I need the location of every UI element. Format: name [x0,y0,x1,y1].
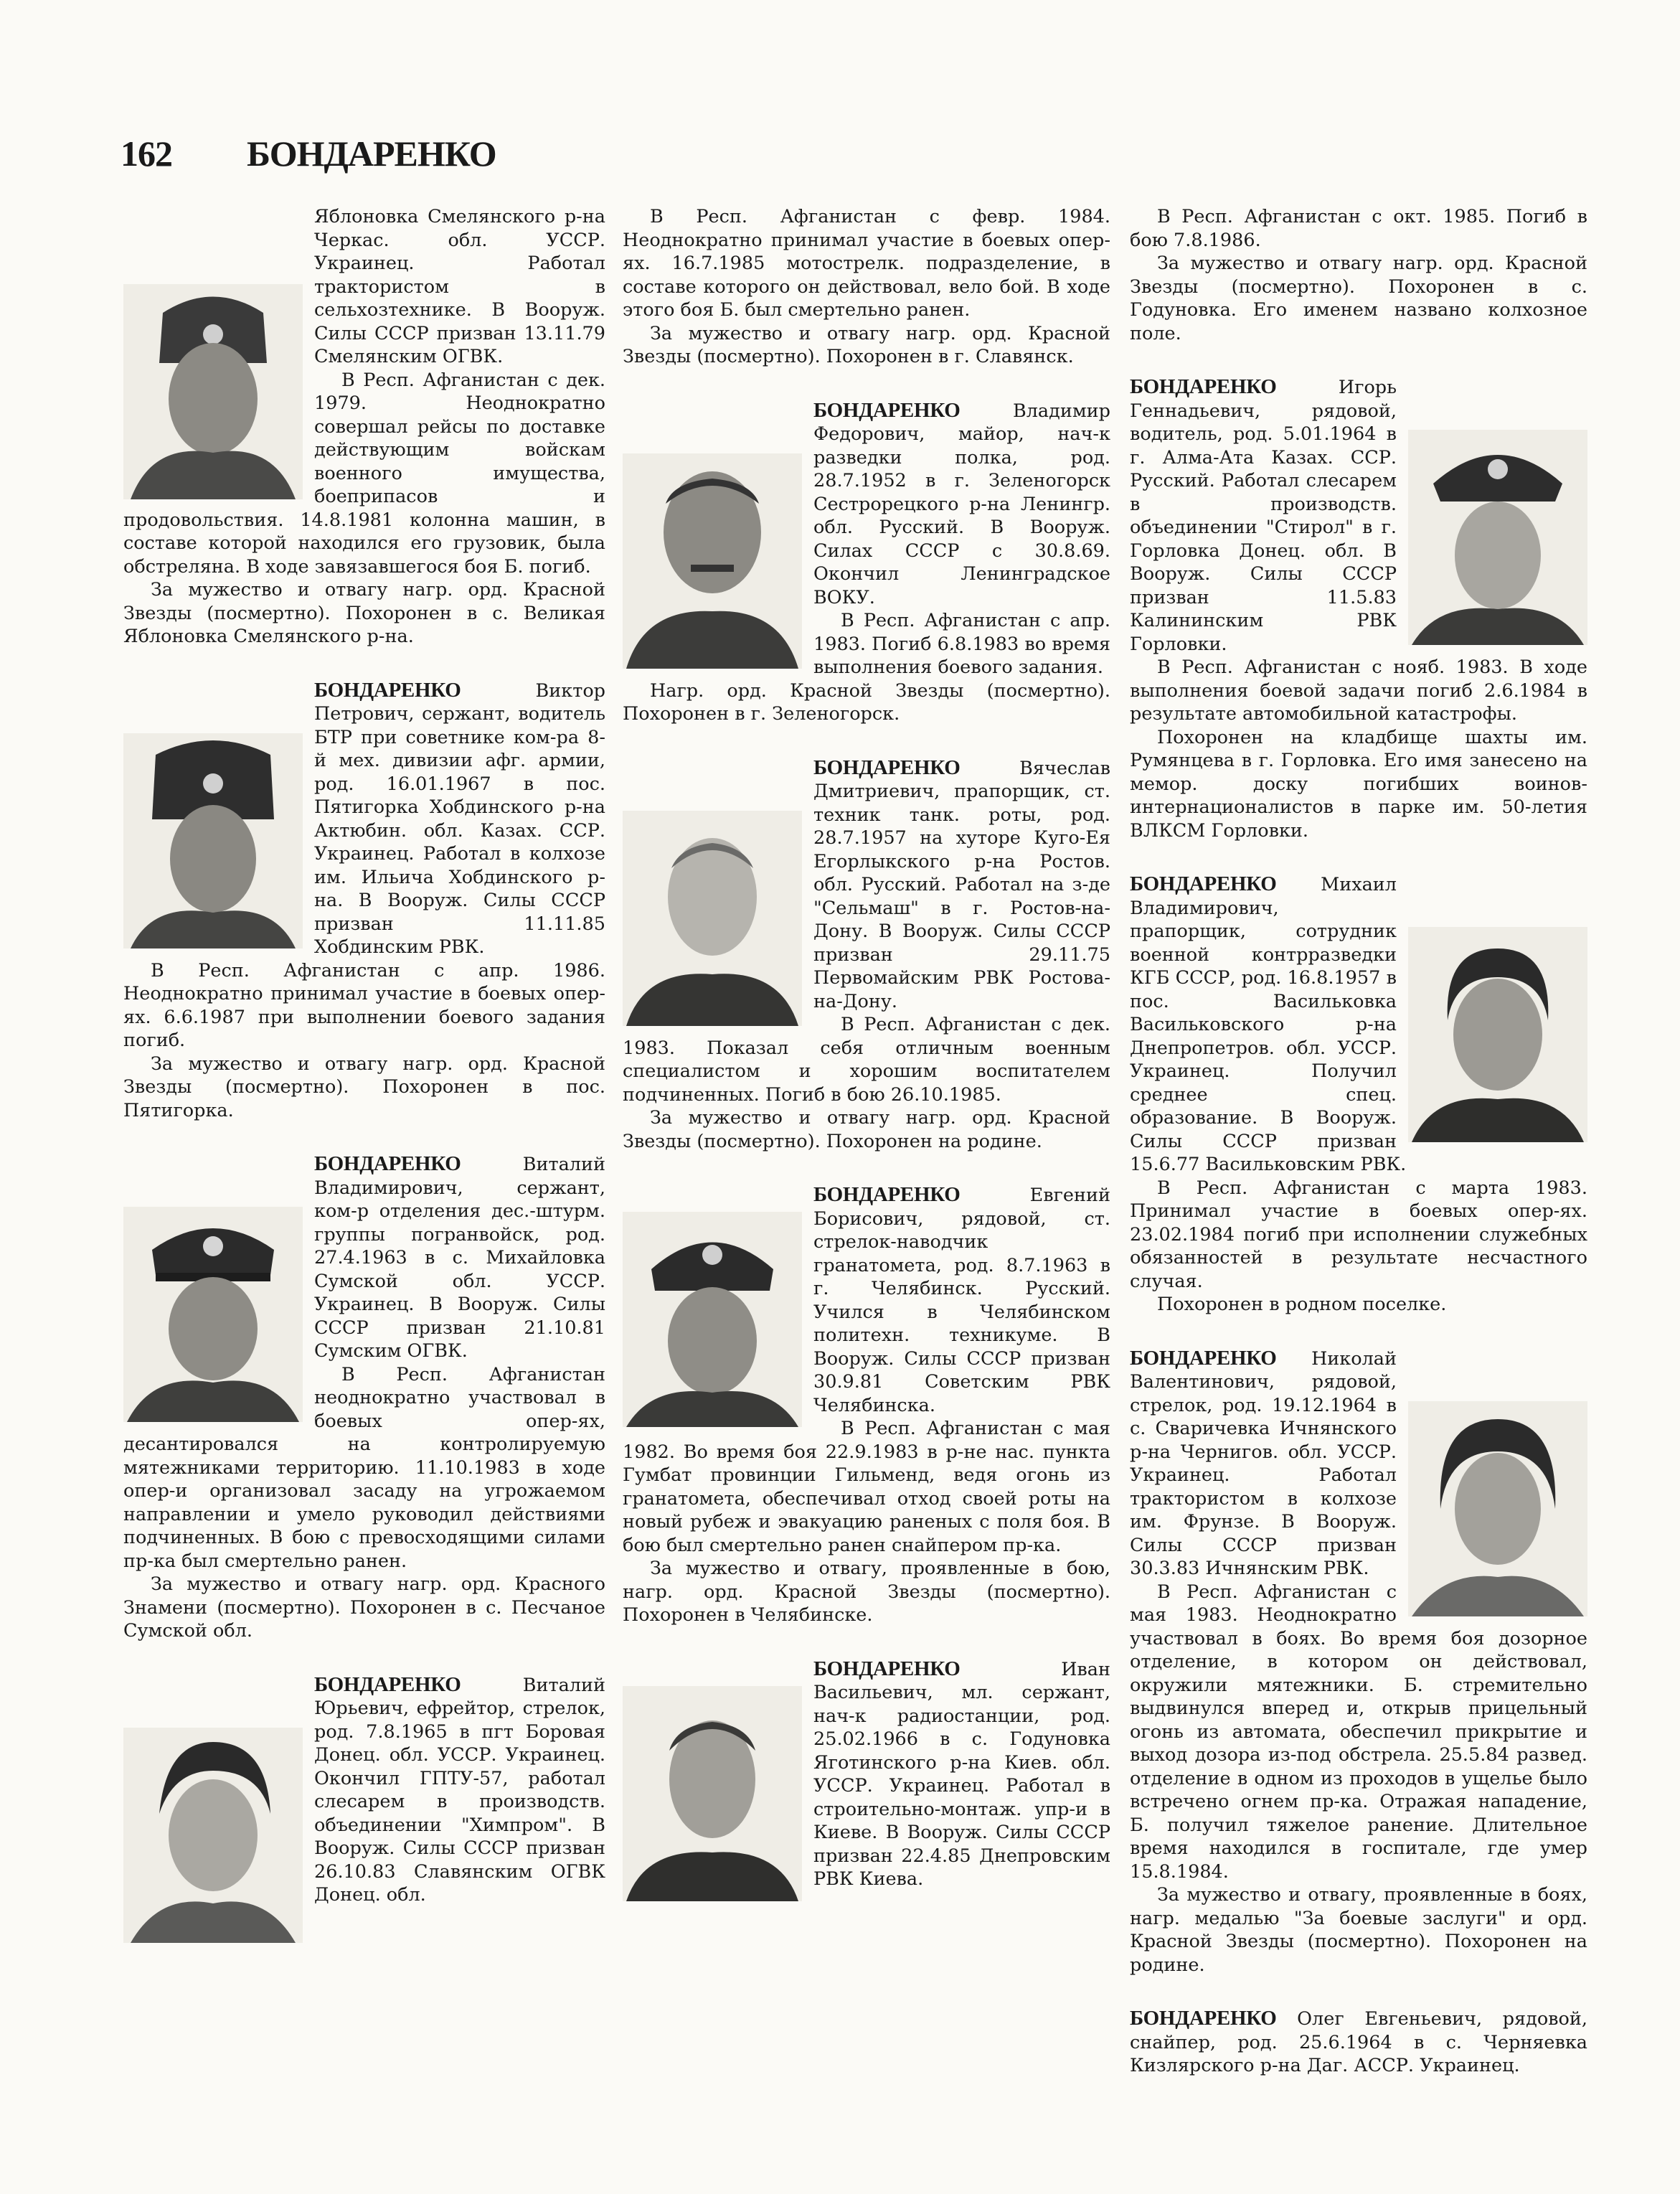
entry-surname: БОНДАРЕНКО [1130,375,1277,398]
entry-continued [623,205,1110,369]
entry-paragraph: За мужество и отвагу нагр. орд. Красной Звезды (посмертно). Похоронен в с. Великая Яблоновка Смелянского р-на. [123,579,605,647]
entry-paragraph: За мужество и отвагу нагр. орд. Красной Звезды (посмертно). Похоронен на родине. [623,1107,1110,1152]
entry-text: Виталий Владимирович, сержант, ком-р отделения дес.-штурм. группы погранвойск, род. 27.4.1963 в с. Михайловка Сумской обл. УССР. Украинец. В Вооруж. Силы СССР призван 21.10.81 Сумским ОГВК. [314,1154,605,1362]
portrait-photo [123,1207,303,1422]
entry-bondarenko-vladimir [623,399,1110,726]
entry-bondarenko-vitaliy-yu [123,1673,605,1947]
entry-text: Иван Васильевич, мл. сержант, нач-к радиостанции, род. 25.02.1966 в с. Годуновка Яготинского р-на Киев. обл. УССР. Украинец. Работал в строительно-монтаж. упр-и в Киеве. В Вооруж. Силы СССР призван 22.4.85 Днепровским РВК Киева. [813,1658,1110,1890]
column-2 [623,205,1110,1936]
entry-paragraph: За мужество и отвагу нагр. орд. Красной Звезды (посмертно). Похоронен в г. Славянск. [623,322,1110,367]
entry-surname: БОНДАРЕНКО [1130,1346,1277,1370]
entry-text: Олег Евгеньевич, рядовой, снайпер, род. 25.6.1964 в с. Черняевка Кизлярского р-на Даг. АССР. Украинец. [1130,2008,1587,2076]
entry-surname: БОНДАРЕНКО [1130,872,1277,895]
entry-text: Евгений Борисович, рядовой, ст. стрелок-наводчик гранатомета, род. 8.7.1963 в г. Челябинск. Русский. Учился в Челябинском политехн. техникуме. В Вооруж. Силы СССР призван 30.9.81 Советским РВК Челябинска. [813,1185,1110,1416]
entry-paragraph: В Респ. Афганистан с мая 1982. Во время боя 22.9.1983 в р-не нас. пункта Гумбат провинции Гильменд, ведя огонь из гранатомета, обеспечивал отход своей роты на новый рубеж и эвакуацию раненых с поля боя. В бою был смертельно ранен снайпером пр-ка. [623,1418,1110,1556]
entry-paragraph: За мужество и отвагу нагр. орд. Красного Знамени (посмертно). Похоронен в с. Песчаное Сумской обл. [123,1573,605,1642]
portrait-image [1408,430,1587,645]
running-head: БОНДАРЕНКО [247,133,496,174]
portrait-photo [1408,927,1587,1142]
portrait-photo [1408,430,1587,645]
entry-continued [1130,205,1587,345]
entry-paragraph: В Респ. Афганистан с окт. 1985. Погиб в бою 7.8.1986. [1130,206,1587,251]
portrait-image [623,453,802,669]
entry-bondarenko-viktor [123,679,605,1123]
entry-surname: БОНДАРЕНКО [314,1672,461,1696]
entry-bondarenko-vitaliy-v [123,1152,605,1643]
entry-text: Виталий Юрьевич, ефрейтор, стрелок, род. 7.8.1965 в пгт Боровая Донец. обл. УССР. Украинец. Окончил ГПТУ-57, работал слесарем в производств. объединении "Химпром". В Вооруж. Силы СССР призван 26.10.83 Славянским ОГВК Донец. обл. [314,1674,605,1906]
entry-bondarenko-mikhail [1130,872,1587,1317]
portrait-photo [623,1212,802,1427]
entry-paragraph: В Респ. Афганистан с нояб. 1983. В ходе выполнения боевой задачи погиб 2.6.1984 в результате автомобильной катастрофы. [1130,656,1587,725]
portrait-photo [623,811,802,1026]
entry-text: Николай Валентинович, рядовой, стрелок, род. 19.12.1964 в с. Сваричевка Ичнянского р-на Чернигов. обл. УССР. Украинец. Работал трактористом в колхозе им. Фрунзе. В Вооруж. Силы СССР призван 30.3.83 Ичнянским РВК. [1130,1347,1397,1579]
entry-bondarenko-oleg [1130,2007,1587,2078]
entry-paragraph: Нагр. орд. Красной Звезды (посмертно). Похоронен в г. Зеленогорск. [623,679,1110,725]
entry-paragraph: В Респ. Афганистан с февр. 1984. Неоднократно принимал участие в боевых опер-ях. 16.7.1985 мотострелк. подразделение, в составе которого он действовал, вело бой. В ходе этого боя Б. был смертельно ранен. [623,206,1110,321]
entry-paragraph: В Респ. Афганистан с дек. 1979. Неоднократно совершал рейсы по доставке действующим войскам военного имущества, боеприпасов и продовольствия. 14.8.1981 колонна машин, в составе которой находился его грузовик, была обстреляна. В ходе завязавшегося боя Б. погиб. [123,369,605,578]
portrait-image [123,284,303,499]
portrait-photo [123,733,303,948]
entry-continued [123,205,605,649]
portrait-image [623,1686,802,1901]
portrait-image [623,1212,802,1427]
portrait-image [623,811,802,1026]
entry-text: Виктор Петрович, сержант, водитель БТР при советнике ком-ра 8-й мех. дивизии афг. армии, род. 16.01.1967 в пос. Пятигорка Хобдинского р-на Актюбин. обл. Казах. ССР. Украинец. Работал в колхозе им. Ильича Хобдинского р-на. В Вооруж. Силы СССР призван 11.11.85 Хобдинским РВК. [314,679,605,958]
entry-paragraph: В Респ. Афганистан с апр. 1983. Погиб 6.8.1983 во время выполнения боевого задания. [813,610,1110,678]
entry-paragraph: Похоронен на кладбище шахты им. Румянцева в г. Горловка. Его имя занесено на мемор. доску погибших воинов-интернационалистов в парке им. 50-летия ВЛКСМ Горловки. [1130,726,1587,842]
entry-paragraph [1130,2007,1587,2078]
portrait-photo [623,453,802,669]
entry-bondarenko-nikolay [1130,1347,1587,1977]
portrait-image [1408,927,1587,1142]
entry-surname: БОНДАРЕНКО [1130,2007,1277,2030]
entry-paragraph: За мужество и отвагу, проявленные в боях, нагр. медалью "За боевые заслуги" и орд. Красной Звезды (посмертно). Похоронен на родине. [1130,1884,1587,1976]
entry-text: Вячеслав Дмитриевич, прапорщик, ст. техник танк. роты, род. 28.7.1957 на хуторе Куго-Ея Егорлыкского р-на Ростов. обл. Русский. Работал на з-де "Сельмаш" в г. Ростов-на-Дону. В Вооруж. Силы СССР призван 29.11.75 Первомайским РВК Ростова-на-Дону. [813,757,1110,1012]
entry-bondarenko-igor [1130,375,1587,842]
entry-paragraph: В Респ. Афганистан с дек. 1983. Показал себя отличным военным специалистом и хорошим воспитателем подчиненных. Погиб в бою 26.10.1985. [623,1014,1110,1106]
entry-paragraph: За мужество и отвагу нагр. орд. Красной Звезды (посмертно). Похоронен в пос. Пятигорка. [123,1053,605,1121]
column-1 [123,205,605,1977]
entry-paragraph: За мужество и отвагу нагр. орд. Красной Звезды (посмертно). Похоронен в с. Годуновка. Его именем названо колхозное поле. [1130,253,1587,344]
entry-paragraph: За мужество и отвагу, проявленные в бою, нагр. орд. Красной Звезды (посмертно). Похоронен в Челябинске. [623,1558,1110,1626]
entry-surname: БОНДАРЕНКО [813,398,961,422]
entry-text: Михаил Владимирович, прапорщик, сотрудник военной контрразведки КГБ СССР, род. 16.8.1957 в пос. Васильковка Васильковского р-на Днепропетров. обл. УССР. Украинец. Получил среднее спец. образование. В Вооруж. Силы СССР призван 15.6.77 Васильковским РВК. [1130,874,1407,1175]
portrait-photo [123,1728,303,1943]
portrait-image [1408,1401,1587,1616]
entry-paragraph: В Респ. Афганистан с апр. 1986. Неоднократно принимал участие в боевых опер-ях. 6.6.1987 при выполнении боевого задания погиб. [123,959,605,1051]
entry-bondarenko-evgeniy [623,1183,1110,1627]
entry-paragraph: В Респ. Афганистан с мая 1983. Неоднократно участвовал в боях. Во время боя дозорное отделение, в котором он действовал, окружили мятежники. Б. стремительно выдвинулся вперед и, открыв прицельный огонь из автомата, обеспечил прикрытие и выход дозора из-под обстрела. 25.5.84 развед. отделение в одном из проходов в ущелье было встречено огнем пр-ка. Отражая нападение, Б. получил тяжелое ранение. Длительное время находился в госпитале, где умер 15.8.1984. [1130,1581,1587,1883]
entry-bondarenko-ivan [623,1657,1110,1906]
portrait-photo [1408,1401,1587,1616]
entry-surname: БОНДАРЕНКО [314,678,461,702]
page-number: 162 [121,133,172,174]
portrait-image [123,733,303,948]
entry-paragraph: В Респ. Афганистан с марта 1983. Принимал участие в боевых опер-ях. 23.02.1984 погиб при исполнении служебных обязанностей в результате несчастного случая. [1130,1177,1587,1292]
portrait-photo [123,284,303,499]
column-3 [1130,205,1587,2108]
entry-surname: БОНДАРЕНКО [813,1657,961,1680]
portrait-image [123,1728,303,1943]
entry-surname: БОНДАРЕНКО [813,755,961,779]
entry-bondarenko-vyacheslav [623,756,1110,1154]
entry-paragraph: Яблоновка Смелянского р-на Черкас. обл. УССР. Украинец. Работал трактористом в сельхозтехнике. В Вооруж. Силы СССР призван 13.11.79 Смелянским ОГВК. [314,206,605,367]
entry-surname: БОНДАРЕНКО [813,1183,961,1206]
entry-text: Игорь Геннадьевич, рядовой, водитель, род. 5.01.1964 в г. Алма-Ата Казах. ССР. Русский. Работал слесарем в производств. объединении "Стирол" в г. Горловка Донец. обл. В Вооруж. Силы СССР призван 11.5.83 Калининским РВК Горловки. [1130,377,1397,655]
portrait-image [123,1207,303,1422]
entry-paragraph: Похоронен в родном поселке. [1157,1294,1447,1315]
entry-text: Владимир Федорович, майор, нач-к разведки полка, род. 28.7.1952 в г. Зеленогорск Сестрорецкого р-на Ленингр. обл. Русский. В Вооруж. Силах СССР с 30.8.69. Окончил Ленинградское ВОКУ. [813,400,1110,608]
entry-surname: БОНДАРЕНКО [314,1152,461,1175]
entry-paragraph: В Респ. Афганистан неоднократно участвовал в боевых опер-ях, десантировался на контролируемую мятежниками территорию. 11.10.1983 в ходе опер-и организовал засаду на угрожаемом направлении и умело руководил действиями подчиненных. В бою с превосходящими силами пр-ка был смертельно ранен. [123,1363,605,1572]
portrait-photo [623,1686,802,1901]
